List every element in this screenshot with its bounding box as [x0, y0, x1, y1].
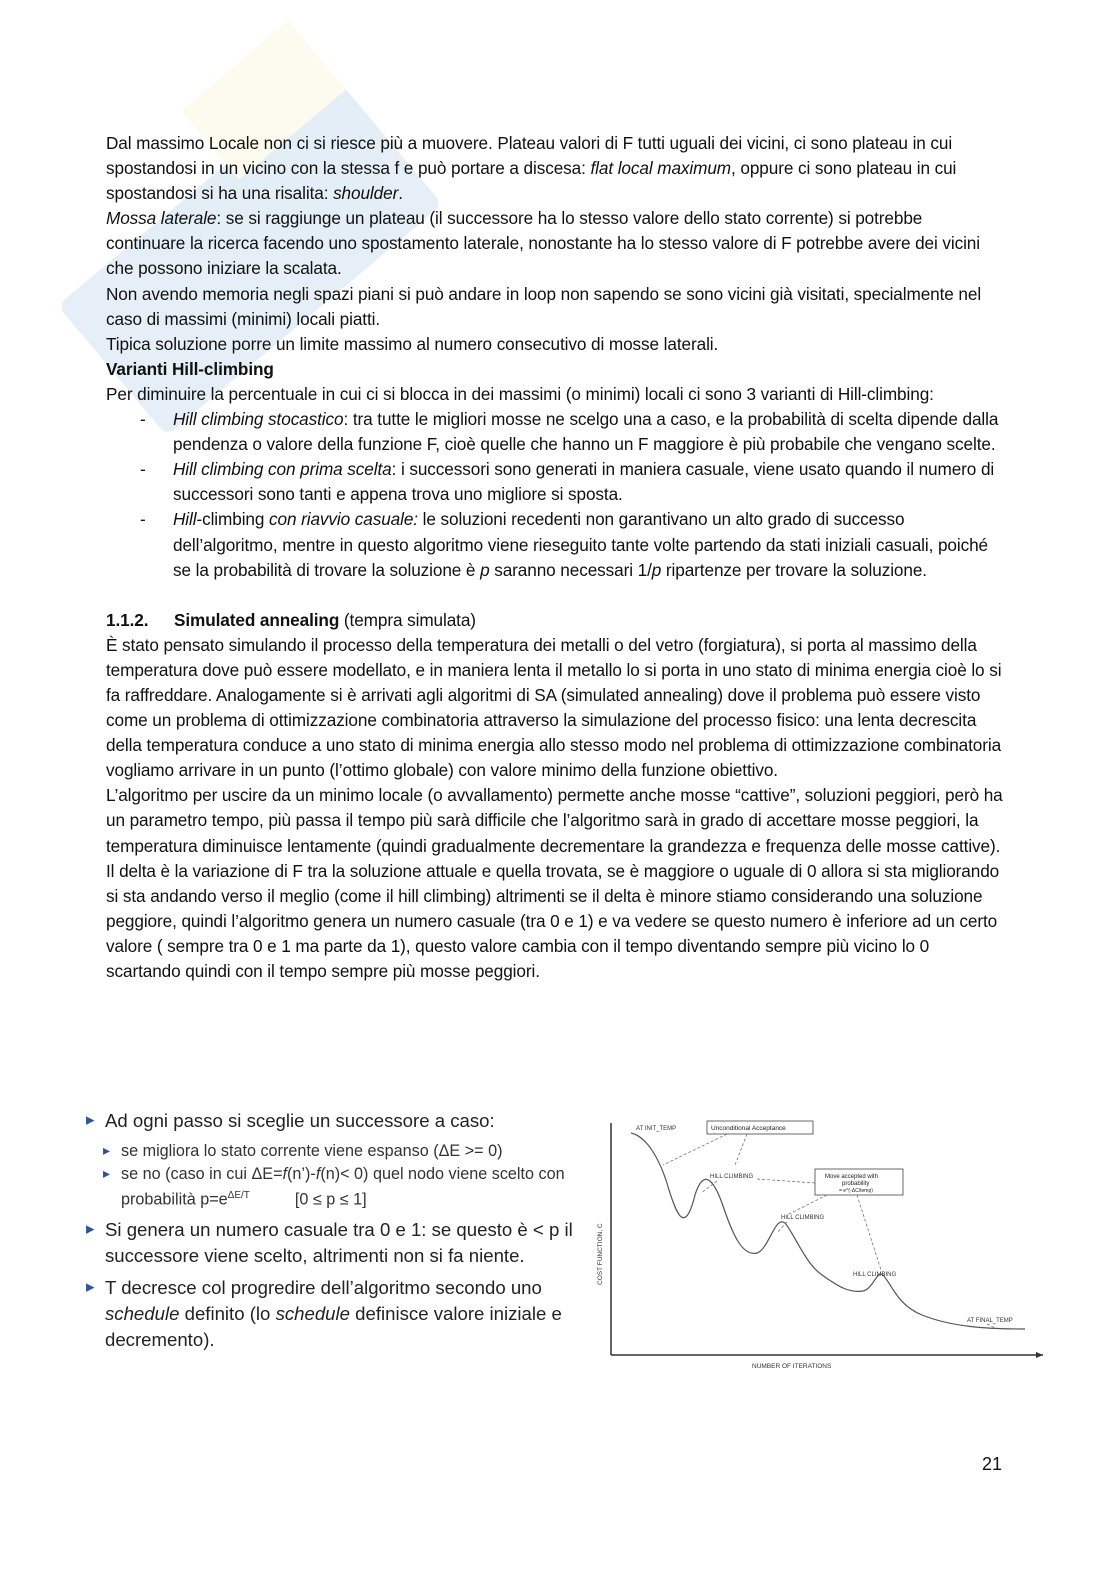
- paragraph-soluzione: Tipica soluzione porre un limite massimo al numero consecutivo di mosse laterali.: [106, 333, 719, 354]
- slide-subbullet: ▸ se migliora lo stato corrente viene espanso (ΔE >= 0): [86, 1140, 586, 1163]
- paragraph-sa-delta: Il delta è la variazione di F tra la soluzione attuale e quella trovata, se è maggiore o uguale di 0 allora si sta migliorando si sta andando verso il meglio (come il hill climbing) altrimenti se il delta è minore stiamo considerando una soluzione peggiore, quindi l’algoritmo genera un numero casuale (tra 0 e 1) e va vedere se questo numero è inferiore ad un certo valore ( sempre tra 0 e 1 ma parte da 1), questo valore cambia con il tempo diventando sempre più vicino lo 0 scartando quindi con il tempo sempre più mosse peggiori.: [106, 860, 1000, 981]
- list-item: - Hill-climbing con riavvio casuale: le soluzioni recedenti non garantivano un alto grado di successo dell’algoritmo, mentre in questo algoritmo viene rieseguito tante volte partendo da stati iniziali casuali, poiché se la probabilità di trovare la soluzione è p saranno necessari 1/p ripartenze per trovare la soluzione.: [106, 507, 1006, 582]
- document-body: [106, 131, 1006, 984]
- paragraph-memoria: Non avendo memoria negli spazi piani si può andare in loop non sapendo se sono vicini già visitati, specialmente nel caso di massimi (minimi) locali piatti.: [106, 283, 982, 329]
- list-item: - Hill climbing stocastico: tra tutte le migliori mosse ne scelgo una a caso, e la probabilità di scelta dipende dalla pendenza o valore della funzione F, cioè quelle che hanno un F maggiore è più probabile che vengano scelte.: [106, 407, 1006, 457]
- section-heading: 1.1.2. Simulated annealing (tempra simulata): [106, 609, 476, 630]
- variants-list: [106, 407, 1006, 583]
- paragraph-sa-mosse: L’algoritmo per uscire da un minimo locale (o avvallamento) permette anche mosse “cattive”, soluzioni peggiori, però ha un parametro tempo, più passa il tempo più sarà difficile che l’algoritmo sarà in grado di accettare mosse peggiori, la temperatura diminuisce lentamente (quindi gradualmente decrementare la grandezza e frequenza delle mosse cattive).: [106, 785, 1003, 856]
- hill-climbing-label: HILL CLIMBING: [853, 1272, 897, 1278]
- final-temp-label: AT FINAL_TEMP: [967, 1318, 1013, 1324]
- page-number: 21: [982, 1454, 1003, 1474]
- x-axis-label: NUMBER OF ITERATIONS: [752, 1363, 832, 1370]
- hill-climbing-label: HILL CLIMBING: [781, 1215, 825, 1221]
- slide-bullet: ▸ Si genera un numero casuale tra 0 e 1: se questo è < p il successore viene scelto, altrimenti non si fa niente.: [86, 1217, 586, 1269]
- paragraph-sa-intro: È stato pensato simulando il processo della temperatura dei metalli o del vetro (forgiatura), si porta al massimo della temperatura dove può essere modellato, e in maniera lenta il metallo lo si porta in uno stato di minima energia cioè lo si fa raffreddare. Analogamente si è arrivati agli algoritmi di SA (simulated annealing) dove il problema può essere visto come un problema di ottimizzazione combinatoria attraverso la simulazione del processo fisico: una lenta decrescita della temperatura conduce a uno stato di minima energia allo stesso modo nel problema di ottimizzazione combinatoria vogliamo arrivare in un punto (l’ottimo globale) con valore minimo della funzione obiettivo.: [106, 634, 1002, 781]
- probability-label: Move accepted with: [825, 1174, 879, 1180]
- unconditional-label: Unconditional Acceptance: [711, 1125, 786, 1132]
- slide-bullet: ▸ T decresce col progredire dell’algoritmo secondo uno schedule definito (lo schedule definisce valore iniziale e decremento).: [86, 1275, 586, 1353]
- y-axis-label: COST FUNCTION, C: [597, 1223, 604, 1285]
- list-item: - Hill climbing con prima scelta: i successori sono generati in maniera casuale, viene usato quando il numero di successori sono tanti e appena trova uno migliore si sposta.: [106, 457, 1006, 507]
- probability-formula: = e^(-ΔC/temp): [839, 1188, 873, 1194]
- init-temp-label: AT INIT_TEMP: [636, 1126, 677, 1132]
- probability-label: probability: [842, 1181, 870, 1187]
- paragraph-plateau: Dal massimo Locale non ci si riesce più a muovere. Plateau valori di F tutti uguali dei vicini, ci sono plateau in cui spostandosi in un vicino con la stessa f e può portare a discesa: flat local maximum, oppure ci sono plateau in cui spostandosi si ha una risalita: shoulder.: [106, 133, 957, 204]
- paragraph-varianti-intro: Per diminuire la percentuale in cui ci si blocca in dei massimi (o minimi) locali ci sono 3 varianti di Hill-climbing:: [106, 383, 934, 404]
- hill-climbing-label: HILL CLIMBING: [710, 1174, 754, 1180]
- slide-bullet: ▸ Ad ogni passo si sceglie un successore a caso:: [86, 1108, 586, 1134]
- slide-subbullet: ▸ se no (caso in cui ΔE=f(n’)-f(n)< 0) quel nodo viene scelto con probabilità $p=e^{\Delta E/T}$ [0 ≤ p ≤ 1]: [86, 1163, 586, 1211]
- annealing-figure: [577, 1115, 1047, 1377]
- slide-bullets: [86, 1108, 586, 1359]
- paragraph-mossa-laterale: Mossa laterale: se si raggiunge un plateau (il successore ha lo stesso valore dello stato corrente) si potrebbe continuare la ricerca facendo uno spostamento laterale, nonostante ha lo stesso valore di F potrebbe avere dei vicini che possono iniziare la scalata.: [106, 208, 980, 279]
- subheading-varianti: Varianti Hill-climbing: [106, 358, 274, 379]
- cost-curve: [631, 1133, 1025, 1329]
